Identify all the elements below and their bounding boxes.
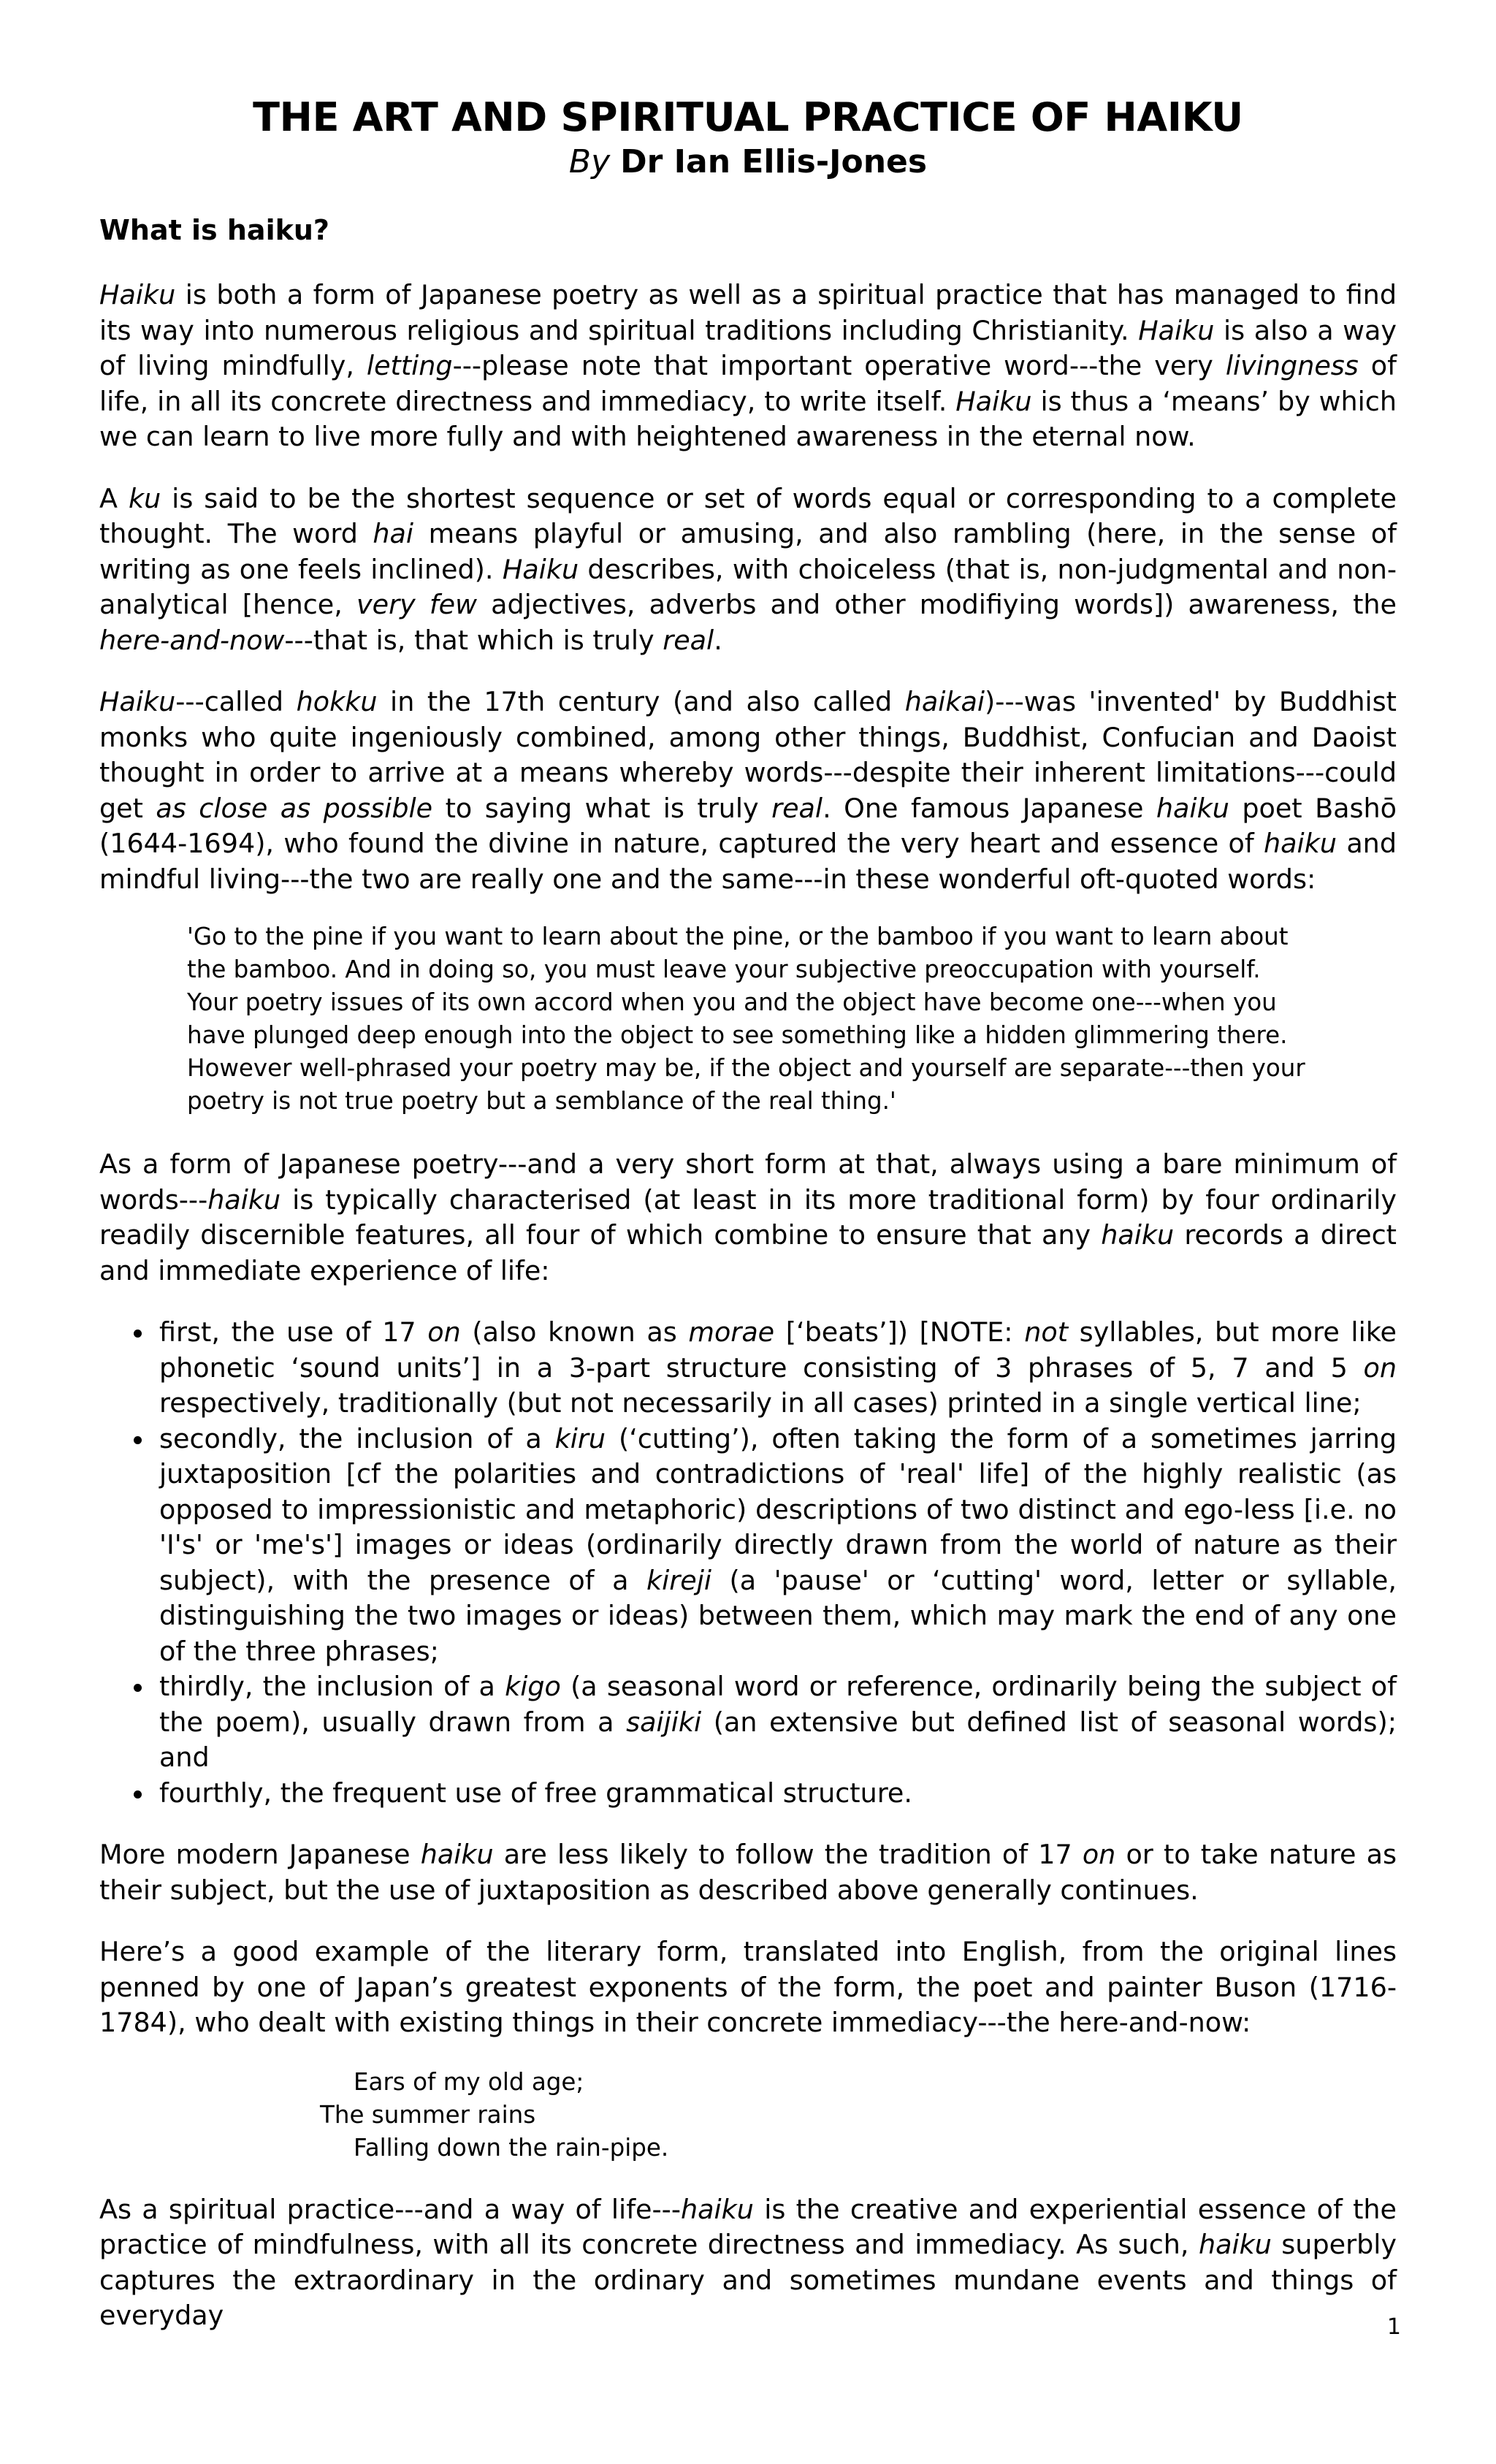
paragraph-2: A ku is said to be the shortest sequence or set of words equal or corresponding to a complete thought. The word hai means playful or amusing, and also rambling (here, in the sense of writing as one feels inclined). Haiku describes, with choiceless (that is, non-judgmental and non-analytical [hence, very few adjectives, adverbs and other modifiying words]) awareness, the here-and-now---that is, that which is truly real. (99, 482, 1397, 656)
list-item-third: • thirdly, the inclusion of a kigo (a seasonal word or reference, ordinarily being the subject of the poem), usually drawn from a saijiki (an extensive but defined list of seasonal words); and (155, 1669, 1397, 1776)
list-item-second: • secondly, the inclusion of a kiru (‘cutting’), often taking the form of a sometimes jarring juxtaposition [cf the polarities and contradictions of 'real' life] of the highly realistic (as opposed to impressionistic and metaphoric) descriptions of two distinct and ego-less [i.e. no 'I's' or 'me's'] images or ideas (ordinarily directly drawn from the world of nature as their subject), with the presence of a kireji (a 'pause' or ‘cutting' word, letter or syllable, distinguishing the two images or ideas) between them, which may mark the end of any one of the three phrases; (155, 1422, 1397, 1670)
document-title: THE ART AND SPIRITUAL PRACTICE OF HAIKU (253, 94, 1243, 140)
haiku-features-list (99, 1315, 1397, 1811)
paragraph-1: Haiku is both a form of Japanese poetry as well as a spiritual practice that has managed to find its way into numerous religious and spiritual traditions including Christianity. Haiku is also a way of living mindfully, letting---please note that important operative word---the very livingness of life, in all its concrete directness and immediacy, to write itself. Haiku is thus a ‘means’ by which we can learn to live more fully and with heightened awareness in the eternal now. (99, 279, 1397, 452)
basho-quote: 'Go to the pine if you want to learn about the pine, or the bamboo if you want to learn about the bamboo. And in doing so, you must leave your subjective preoccupation with yourself. Your poetry issues of its own accord when you and the object have become one---when you have plunged deep enough into the object to see something like a hidden glimmering there. However well-phrased your poetry may be, if the object and yourself are separate---then your poetry is not true poetry but a semblance of the real thing.' (187, 923, 1305, 1115)
paragraph-5: More modern Japanese haiku are less likely to follow the tradition of 17 on or to take nature as their subject, but the use of juxtaposition as described above generally continues. (99, 1839, 1397, 1906)
poem-line-2: The summer rains (320, 2100, 536, 2129)
paragraph-7: As a spiritual practice---and a way of life---haiku is the creative and experiential essence of the practice of mindfulness, with all its concrete directness and immediacy. As such, haiku superbly captures the extraordinary in the ordinary and sometimes mundane events and things of everyday (99, 2193, 1397, 2331)
byline (99, 142, 1397, 183)
list-item-fourth: • fourthly, the frequent use of free grammatical structure. (155, 1776, 1397, 1812)
paragraph-3: Haiku---called hokku in the 17th century (and also called haikai)---was 'invented' by Buddhist monks who quite ingeniously combined, among other things, Buddhist, Confucian and Daoist thought in order to arrive at a means whereby words---despite their inherent limitations---could get as close as possible to saying what is truly real. One famous Japanese haiku poet Bashō (1644-1694), who found the divine in nature, captured the very heart and essence of haiku and mindful living---the two are really one and the same---in these wonderful oft-quoted words: (99, 686, 1397, 895)
section-heading: What is haiku? (99, 214, 329, 246)
paragraph-6: Here’s a good example of the literary form, translated into English, from the original lines penned by one of Japan’s greatest exponents of the form, the poet and painter Buson (1716-1784), who dealt with existing things in their concrete immediacy---the here-and-now: (99, 1936, 1397, 2038)
buson-haiku (99, 2066, 1397, 2164)
author-name: Dr Ian Ellis-Jones (620, 143, 928, 180)
byline-prefix: By (568, 143, 611, 180)
list-item-first: • first, the use of 17 on (also known as morae [‘beats’]) [NOTE: not syllables, but more like phonetic ‘sound units’] in a 3-part structure consisting of 3 phrases of 5, 7 and 5 on respectively, traditionally (but not necessarily in all cases) printed in a single vertical line; (155, 1315, 1397, 1422)
page-number: 1 (1386, 2314, 1401, 2340)
poem-line-3: Falling down the rain-pipe. (354, 2133, 669, 2162)
poem-line-1: Ears of my old age; (354, 2067, 584, 2096)
paragraph-4: As a form of Japanese poetry---and a very short form at that, always using a bare minimum of words---haiku is typically characterised (at least in its more traditional form) by four ordinarily readily discernible features, all four of which combine to ensure that any haiku records a direct and immediate experience of life: (99, 1148, 1397, 1286)
